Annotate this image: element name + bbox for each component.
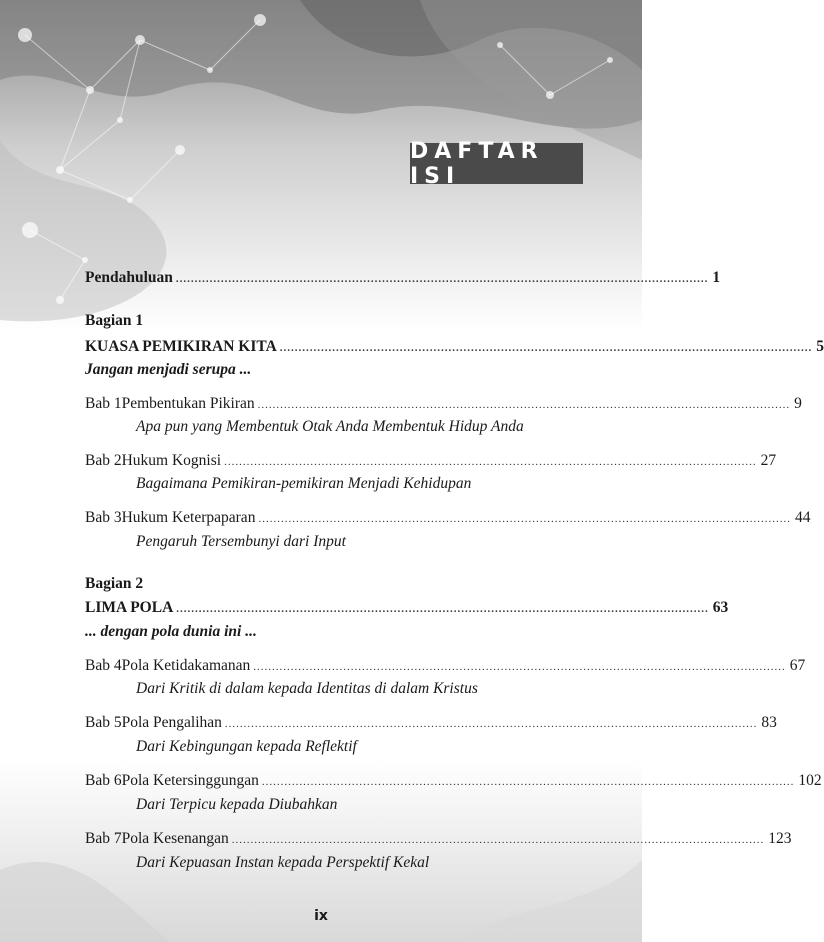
chapter-description: Pengaruh Tersembunyi dari Input [136,533,346,550]
chapter-number: Bab 2 [85,452,122,469]
toc-page-number: 44 [794,509,811,526]
chapter-number: Bab 6 [85,772,122,789]
chapter-description: Bagaimana Pemikiran-pemikiran Menjadi Kehidupan [136,475,472,492]
toc-page-number: 1 [712,269,721,286]
chapter-number: Bab 1 [85,395,122,412]
chapter-title: Pola Ketersinggungan [121,772,259,789]
toc-page-number: 9 [794,395,802,412]
toc-page-number: 27 [760,452,777,469]
toc-page-number: 83 [761,714,777,731]
part-subtitle: Jangan menjadi serupa ... [85,361,252,378]
chapter-number: Bab 3 [85,509,122,526]
toc-entry-bab-3[interactable] [85,508,811,528]
chapter-description: Dari Terpicu kepada Diubahkan [136,796,338,813]
chapter-title: Pola Ketidakamanan [121,657,251,674]
dot-leader: .............................................................................................................................................. [176,603,709,615]
chapter-title: Pola Pengalihan [121,714,222,731]
toc-entry-bab-6[interactable] [85,771,822,791]
toc-page-number: 102 [798,772,822,789]
toc-page-number: 5 [816,338,824,355]
chapter-description: Dari Kepuasan Instan kepada Perspektif Kekal [136,854,430,871]
chapter-number: Bab 5 [85,714,122,731]
toc-page-number: 67 [789,657,806,674]
dot-leader: .............................................................................................................................................. [224,456,757,468]
dot-leader: .............................................................................................................................................. [257,399,791,411]
dot-leader: .............................................................................................................................................. [261,776,795,788]
toc-entry-bab-2[interactable] [85,451,777,471]
toc-entry-pendahuluan[interactable] [85,268,721,288]
toc-entry-label: LIMA POLA [85,599,174,616]
dot-leader: .............................................................................................................................................. [258,513,791,525]
chapter-title: Pembentukan Pikiran [121,395,255,412]
part-heading: Bagian 1 [85,312,144,329]
chapter-description: Dari Kritik di dalam kepada Identitas di dalam Kristus [136,680,478,697]
toc-entry-bab-5[interactable] [85,713,777,733]
toc-entry-bab-7[interactable] [85,829,792,849]
page-title: DAFTAR ISI [410,143,583,184]
part-subtitle: ... dengan pola dunia ini ... [85,623,257,640]
toc-entry-part-1[interactable] [85,337,824,357]
chapter-title: Pola Kesenangan [121,830,229,847]
chapter-number: Bab 4 [85,657,122,674]
dot-leader: .............................................................................................................................................. [253,661,786,673]
dot-leader: .............................................................................................................................................. [224,718,758,730]
toc-entry-bab-1[interactable] [85,394,802,414]
toc-entry-label: KUASA PEMIKIRAN KITA [85,338,277,355]
part-heading: Bagian 2 [85,575,144,592]
dot-leader: .............................................................................................................................................. [231,834,765,846]
dot-leader: .............................................................................................................................................. [175,273,709,285]
chapter-title: Hukum Keterpaparan [121,509,256,526]
toc-entry-part-2[interactable] [85,598,729,618]
chapter-description: Dari Kebingungan kepada Reflektif [136,738,357,755]
toc-entry-bab-4[interactable] [85,656,806,676]
toc-entry-label: Pendahuluan [85,269,173,286]
toc-page-number: 63 [712,599,729,616]
dot-leader: .............................................................................................................................................. [279,342,813,354]
chapter-number: Bab 7 [85,830,122,847]
toc-page-number: 123 [768,830,792,847]
chapter-title: Hukum Kognisi [121,452,222,469]
page-number: ix [314,908,328,924]
chapter-description: Apa pun yang Membentuk Otak Anda Membentuk Hidup Anda [136,418,524,435]
